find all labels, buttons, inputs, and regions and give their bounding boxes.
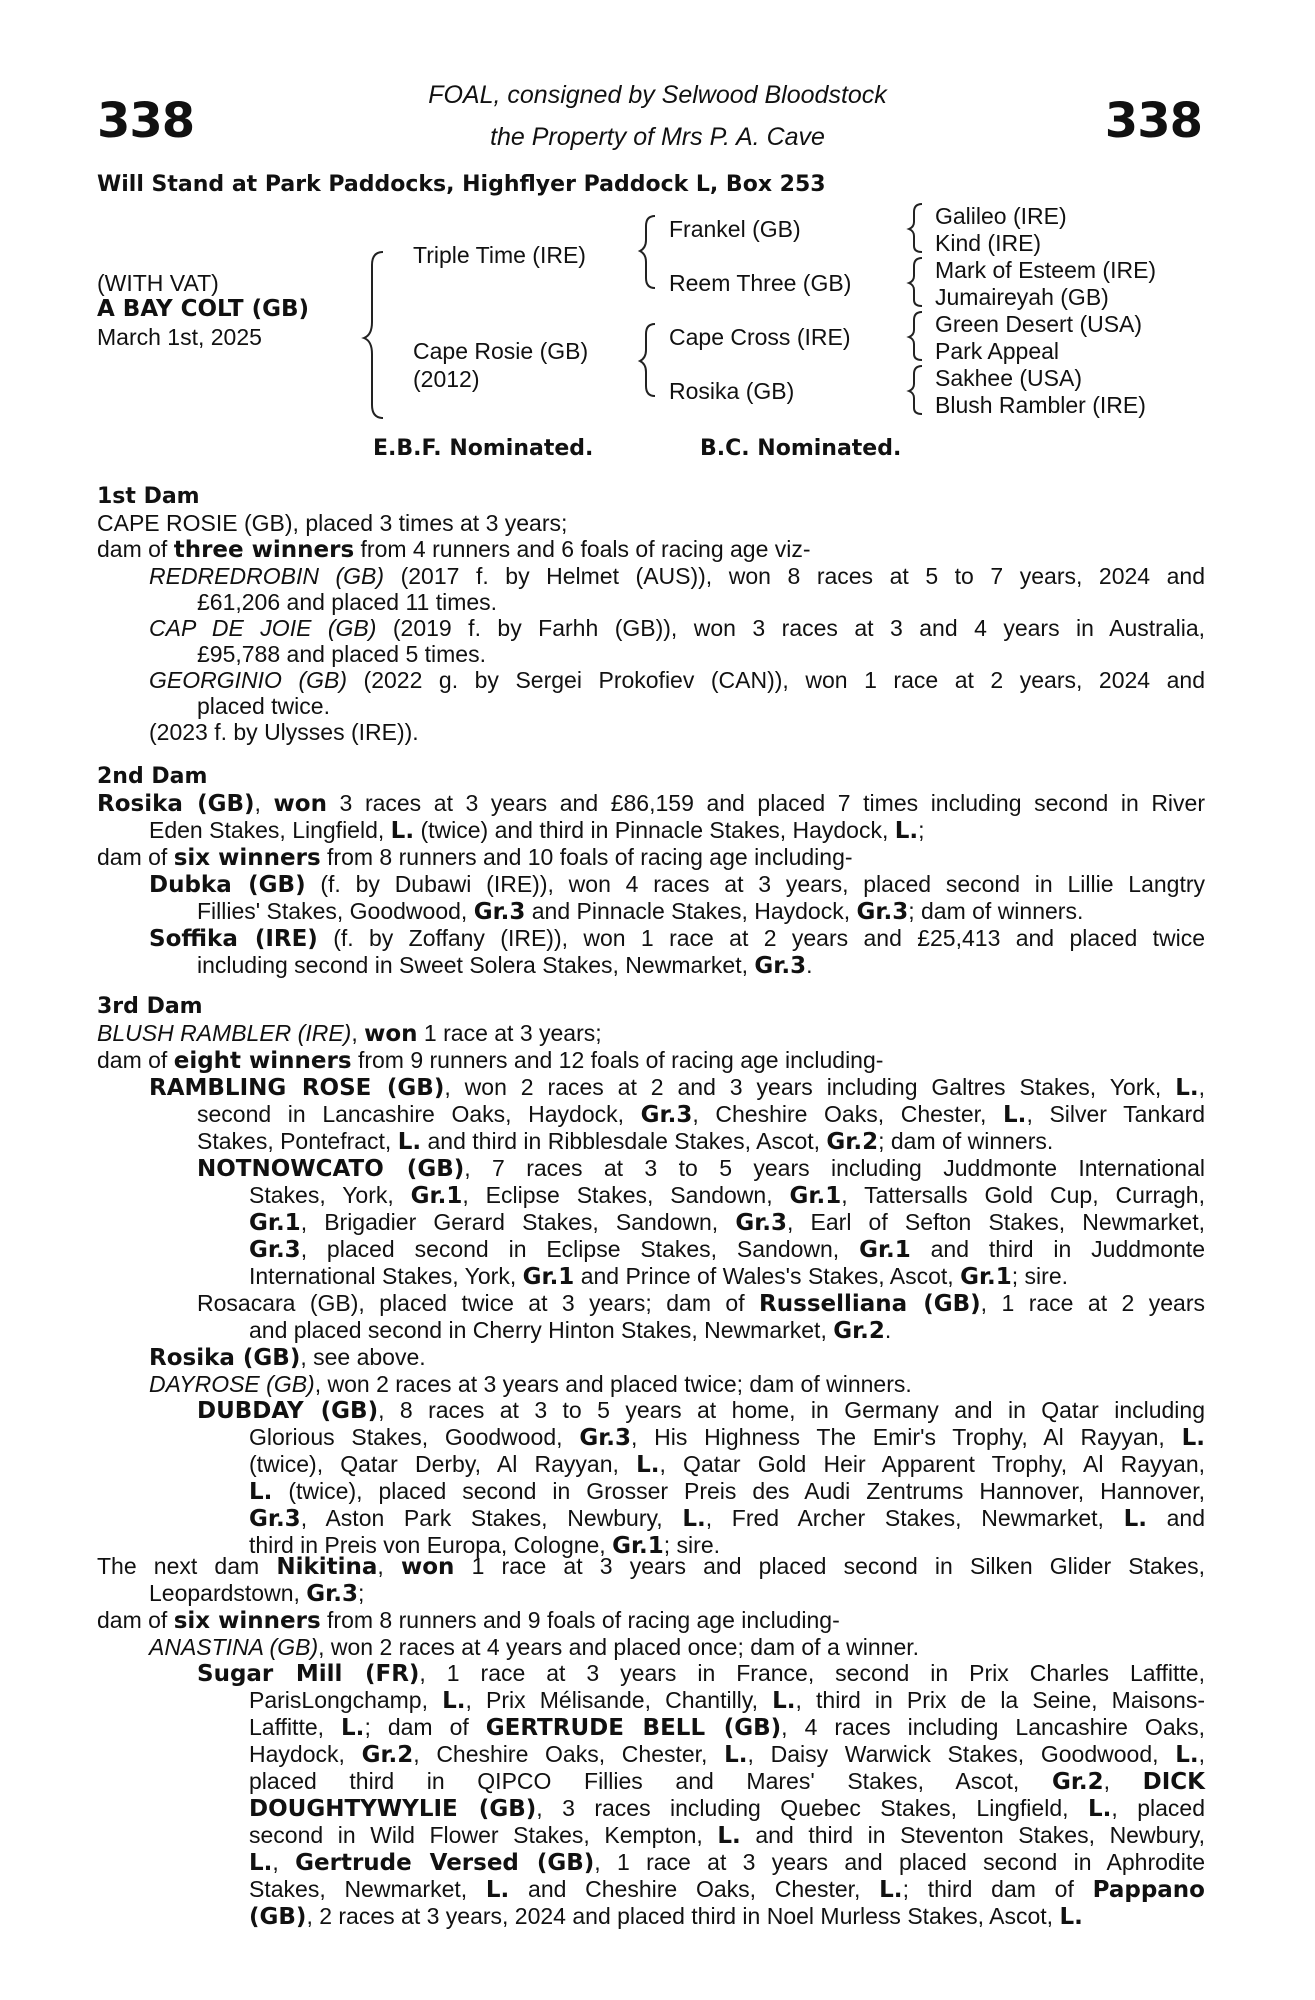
first-dam-produce: dam of three winners from 4 runners and 6 foals of racing age viz-: [97, 536, 811, 563]
offspring-3: GEORGINIO (GB) (2022 g. by Sergei Prokofiev (CAN)), won 1 race at 2 years, 2024 and: [149, 667, 1206, 693]
first-dam-heading: 1st Dam: [97, 484, 200, 509]
ggs-5: Green Desert (USA): [935, 311, 1143, 337]
third-dam-line: BLUSH RAMBLER (IRE), won 1 race at 3 years;: [97, 1020, 602, 1047]
third-dam-produce: dam of eight winners from 9 runners and 12 foals of racing age including-: [97, 1047, 884, 1074]
horse-name: A BAY COLT (GB): [97, 296, 310, 322]
offspring-notnowcato: NOTNOWCATO (GB), 7 races at 3 to 5 years including Juddmonte International: [197, 1155, 1205, 1182]
fourth-dam-section: The next dam Nikitina, won 1 race at 3 years and placed second in Silken Glider Stakes, Leopardstown, Gr.3; dam of six winners from 8 runners and 9 foals of racing age including- ANASTINA (GB), won 2 races at 4 years and placed once; dam of a winner. Sugar Mill (FR), 1 race at 3 years in France, second in Prix Charles Laffitte, ParisLongchamp, L., Prix Mélisande, Chantilly, L., third in Prix de la Seine, Maisons- Laffitte, L.; dam of GERTRUDE BELL (GB), 4 races including Lancashire Oaks, Haydock, Gr.2, Cheshire Oaks, Chester, L., Daisy Warwick Stakes, Goodwood, L., placed third in QIPCO Fillies and Mares' Stakes, Ascot, Gr.2, DICK DOUGHTYWYLIE (GB), 3 races including Quebec Stakes, Lingfield, L., placed second in Wild Flower Stakes, Kempton, L. and third in Steventon Stakes, Newbury, L., Gertrude Versed (GB), 1 race at 3 years and placed second in Aphrodite Stakes, Newmarket, L. and Cheshire Oaks, Chester, L.; third dam of Pappano (GB), 2 races at 3 years, 2024 and placed third in Noel Murless Stakes, Ascot, L.: [97, 1553, 1206, 1930]
consignor-line: FOAL, consigned by Selwood Bloodstock: [428, 81, 887, 109]
vat-note: (WITH VAT): [97, 270, 219, 296]
fourth-dam-produce: dam of six winners from 8 runners and 9 foals of racing age including-: [97, 1607, 840, 1634]
pedigree-braces: [0, 0, 1315, 440]
offspring-dayrose: DAYROSE (GB), won 2 races at 3 years and placed twice; dam of winners.: [149, 1371, 912, 1397]
grandsire-3: Cape Cross (IRE): [669, 324, 851, 350]
foaling-date: March 1st, 2025: [97, 324, 262, 350]
offspring-1: REDREDROBIN (GB) (2017 f. by Helmet (AUS)), won 8 races at 5 to 7 years, 2024 and: [149, 563, 1205, 589]
offspring-soffika: Soffika (IRE) (f. by Zoffany (IRE)), won 1 race at 2 years and £25,413 and placed twice: [149, 925, 1206, 952]
ggs-2: Kind (IRE): [935, 230, 1042, 256]
lot-number-left: 338: [97, 93, 195, 149]
offspring-rosika: Rosika (GB), see above.: [149, 1344, 426, 1371]
offspring-dubday: DUBDAY (GB), 8 races at 3 to 5 years at home, in Germany and in Qatar including: [197, 1397, 1205, 1424]
second-dam-produce: dam of six winners from 8 runners and 10 foals of racing age including-: [97, 844, 853, 871]
ggs-7: Sakhee (USA): [935, 365, 1083, 391]
bc-nomination: B.C. Nominated.: [700, 436, 902, 461]
second-dam-section: 2nd Dam Rosika (GB), won 3 races at 3 years and £86,159 and placed 7 times including second in River Eden Stakes, Lingfield, L. (twice) and third in Pinnacle Stakes, Haydock, L.; dam of six winners from 8 runners and 10 foals of racing age including- Dubka (GB) (f. by Dubawi (IRE)), won 4 races at 3 years, placed second in Lillie Langtry Fillies' Stakes, Goodwood, Gr.3 and Pinnacle Stakes, Haydock, Gr.3; dam of winners. Soffika (IRE) (f. by Zoffany (IRE)), won 1 race at 2 years and £25,413 and placed twice including second in Sweet Solera Stakes, Newmarket, Gr.3.: [97, 764, 1206, 979]
ggs-3: Mark of Esteem (IRE): [935, 257, 1157, 283]
grandsire-4: Rosika (GB): [669, 378, 795, 404]
second-dam-line: Rosika (GB), won 3 races at 3 years and £86,159 and placed 7 times including second in River: [97, 790, 1205, 817]
offspring-rosacara: Rosacara (GB), placed twice at 3 years; dam of Russelliana (GB), 1 race at 2 years: [197, 1290, 1206, 1317]
grandsire-1: Frankel (GB): [669, 216, 801, 242]
lot-number-right: 338: [1104, 93, 1202, 149]
offspring-dubka: Dubka (GB) (f. by Dubawi (IRE)), won 4 races at 3 years, placed second in Lillie Langtry: [149, 871, 1205, 898]
offspring-anastina: ANASTINA (GB), won 2 races at 4 years and placed once; dam of a winner.: [149, 1634, 920, 1660]
offspring-2: CAP DE JOIE (GB) (2019 f. by Farhh (GB)), won 3 races at 3 and 4 years in Australia,: [149, 615, 1205, 641]
ggs-4: Jumaireyah (GB): [935, 284, 1109, 310]
stand-location: Will Stand at Park Paddocks, Highflyer Paddock L, Box 253: [97, 172, 826, 197]
offspring-rambling-rose: RAMBLING ROSE (GB), won 2 races at 2 and 3 years including Galtres Stakes, York, L.,: [149, 1074, 1205, 1101]
offspring-4: (2023 f. by Ulysses (IRE)).: [149, 719, 419, 745]
dam-name: Cape Rosie (GB): [413, 338, 589, 364]
third-dam-heading: 3rd Dam: [97, 994, 203, 1019]
property-line: the Property of Mrs P. A. Cave: [490, 123, 825, 151]
sire-name: Triple Time (IRE): [413, 242, 586, 268]
second-dam-heading: 2nd Dam: [97, 764, 208, 789]
offspring-sugar-mill: Sugar Mill (FR), 1 race at 3 years in France, second in Prix Charles Laffitte,: [197, 1660, 1205, 1687]
ggs-1: Galileo (IRE): [935, 203, 1067, 229]
third-dam-section: 3rd Dam BLUSH RAMBLER (IRE), won 1 race at 3 years; dam of eight winners from 9 runners and 12 foals of racing age including- RAMBLING ROSE (GB), won 2 races at 2 and 3 years including Galtres Stakes, York, L., second in Lancashire Oaks, Haydock, Gr.3, Cheshire Oaks, Chester, L., Silver Tankard Stakes, Pontefract, L. and third in Ribblesdale Stakes, Ascot, Gr.2; dam of winners. NOTNOWCATO (GB), 7 races at 3 to 5 years including Juddmonte International Stakes, York, Gr.1, Eclipse Stakes, Sandown, Gr.1, Tattersalls Gold Cup, Curragh, Gr.1, Brigadier Gerard Stakes, Sandown, Gr.3, Earl of Sefton Stakes, Newmarket, Gr.3, placed second in Eclipse Stakes, Sandown, Gr.1 and third in Juddmonte International Stakes, York, Gr.1 and Prince of Wales's Stakes, Ascot, Gr.1; sire. Rosacara (GB), placed twice at 3 years; dam of Russelliana (GB), 1 race at 2 years and placed second in Cherry Hinton Stakes, Newmarket, Gr.2. Rosika (GB), see above. DAYROSE (GB), won 2 races at 3 years and placed twice; dam of winners. DUBDAY (GB), 8 races at 3 to 5 years at home, in Germany and in Qatar including Glorious Stakes, Goodwood, Gr.3, His Highness The Emir's Trophy, Al Rayyan, L. (twice), Qatar Derby, Al Rayyan, L., Qatar Gold Heir Apparent Trophy, Al Rayyan, L. (twice), placed second in Grosser Preis des Audi Zentrums Hannover, Hannover, Gr.3, Aston Park Stakes, Newbury, L., Fred Archer Stakes, Newmarket, L. and third in Preis von Europa, Cologne, Gr.1; sire.: [97, 994, 1206, 1559]
dam-year: (2012): [413, 366, 480, 392]
first-dam-section: 1st Dam CAPE ROSIE (GB), placed 3 times at 3 years; dam of three winners from 4 runners and 6 foals of racing age viz- REDREDROBIN (GB) (2017 f. by Helmet (AUS)), won 8 races at 5 to 7 years, 2024 and £61,206 and placed 11 times. CAP DE JOIE (GB) (2019 f. by Farhh (GB)), won 3 races at 3 and 4 years in Australia, £95,788 and placed 5 times. GEORGINIO (GB) (2022 g. by Sergei Prokofiev (CAN)), won 1 race at 2 years, 2024 and placed twice. (2023 f. by Ulysses (IRE)).: [97, 484, 1206, 745]
ggs-6: Park Appeal: [935, 338, 1060, 364]
ggs-8: Blush Rambler (IRE): [935, 392, 1146, 418]
fourth-dam-line: The next dam Nikitina, won 1 race at 3 years and placed second in Silken Glider Stakes,: [97, 1553, 1205, 1580]
first-dam-line: CAPE ROSIE (GB), placed 3 times at 3 years;: [97, 510, 568, 536]
ebf-nomination: E.B.F. Nominated.: [373, 436, 594, 461]
grandsire-2: Reem Three (GB): [669, 270, 852, 296]
